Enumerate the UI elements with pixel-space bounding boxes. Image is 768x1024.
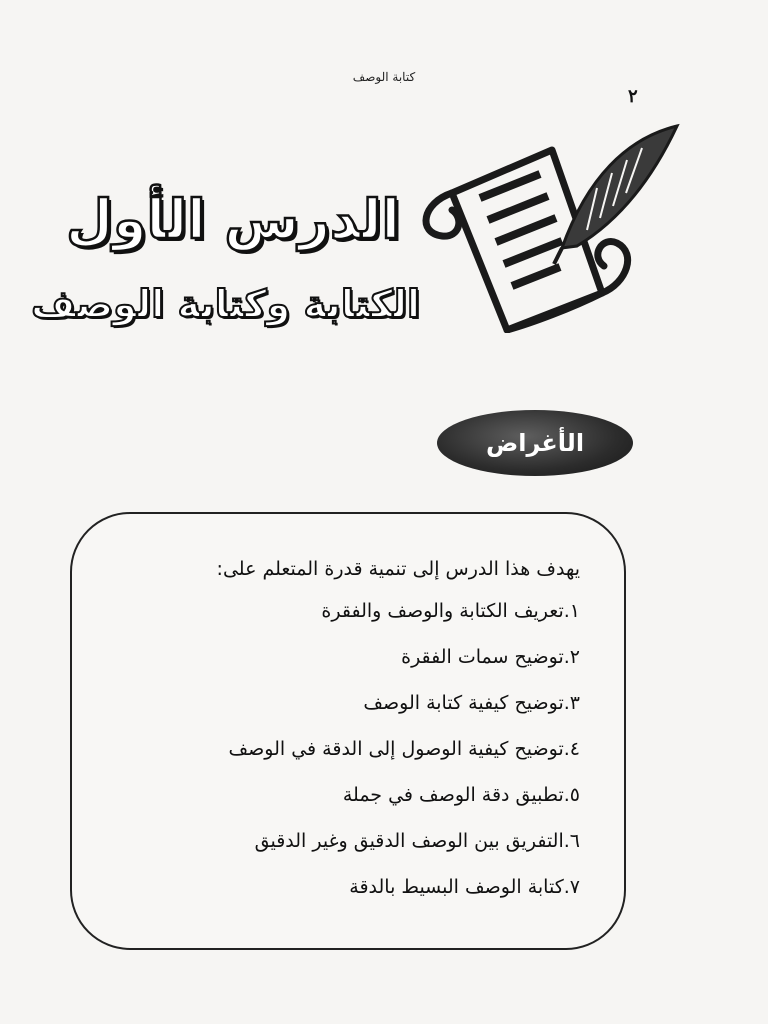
objectives-intro: يهدف هذا الدرس إلى تنمية قدرة المتعلم على: <box>216 558 580 580</box>
list-item: ٧.كتابة الوصف البسيط بالدقة <box>349 876 580 898</box>
list-item: ١.تعريف الكتابة والوصف والفقرة <box>321 600 580 622</box>
objectives-list <box>229 594 581 916</box>
objectives-badge <box>437 410 633 476</box>
list-item: ٥.تطبيق دقة الوصف في جملة <box>342 784 580 806</box>
page-number: ٢ <box>628 86 638 107</box>
list-item: ٦.التفريق بين الوصف الدقيق وغير الدقيق <box>254 830 580 852</box>
objectives-label: الأغراض <box>485 429 585 457</box>
list-item: ٢.توضيح سمات الفقرة <box>401 646 580 668</box>
lesson-title: الدرس الأول <box>66 188 400 251</box>
objectives-box <box>70 512 626 950</box>
list-item: ٤.توضيح كيفية الوصول إلى الدقة في الوصف <box>228 738 580 760</box>
lesson-subtitle: الكتابة وكتابة الوصف <box>31 282 420 326</box>
running-head: كتابة الوصف <box>352 70 416 84</box>
scroll-and-quill-icon <box>412 118 682 333</box>
list-item: ٣.توضيح كيفية كتابة الوصف <box>363 692 580 714</box>
